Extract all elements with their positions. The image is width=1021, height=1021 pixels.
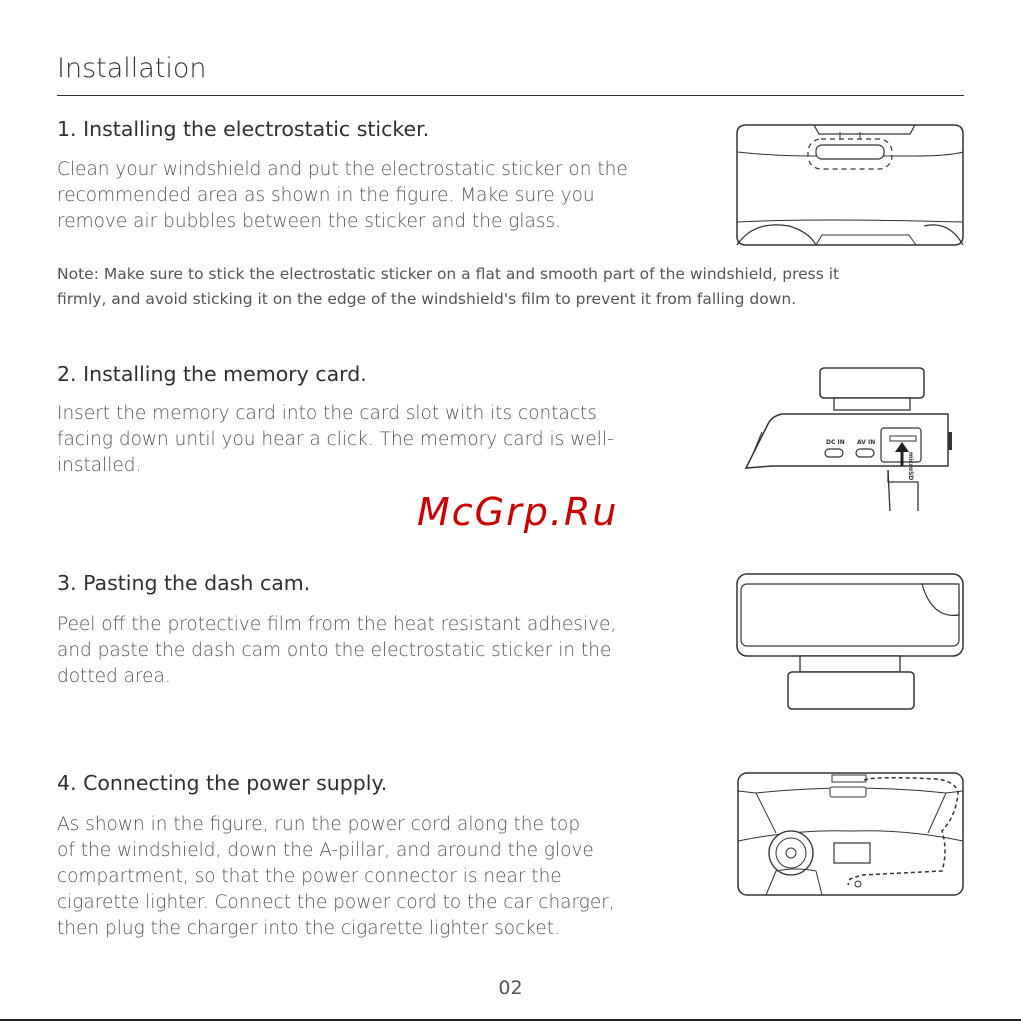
note bbox=[57, 262, 972, 312]
text-line: Insert the memory card into the card slot with its contacts bbox=[57, 403, 597, 424]
page-number: 02 bbox=[498, 977, 523, 999]
dc-in-port-label: DC IN bbox=[826, 439, 845, 446]
text-line: installed. bbox=[57, 455, 142, 476]
section-3-body bbox=[57, 612, 697, 690]
text-line: Clean your windshield and put the electrostatic sticker on the bbox=[57, 159, 628, 180]
text-line: dotted area. bbox=[57, 666, 171, 687]
power-routing-figure bbox=[736, 771, 966, 899]
text-line: As shown in the figure, run the power cord along the top bbox=[57, 814, 581, 835]
section-4-heading: 4. Connecting the power supply. bbox=[57, 771, 388, 795]
text-line: then plug the charger into the cigarette lighter socket. bbox=[57, 918, 560, 939]
memory-card-figure bbox=[740, 366, 960, 511]
text-line: facing down until you hear a click. The memory card is well- bbox=[57, 429, 614, 450]
page-title: Installation bbox=[57, 53, 207, 84]
section-2-body bbox=[57, 401, 697, 479]
av-in-port-label: AV IN bbox=[857, 439, 876, 446]
text-line: and paste the dash cam onto the electrostatic sticker in the bbox=[57, 640, 612, 661]
section-4-body bbox=[57, 812, 697, 942]
text-line: cigarette lighter. Connect the power cord to the car charger, bbox=[57, 892, 615, 913]
note-line: Note: Make sure to stick the electrostatic sticker on a flat and smooth part of the windshield, press it bbox=[57, 265, 840, 283]
text-line: of the windshield, down the A-pillar, and around the glove bbox=[57, 840, 594, 861]
section-1-body bbox=[57, 157, 697, 235]
microsd-slot-label: microSD bbox=[907, 452, 914, 481]
sticker-figure bbox=[734, 122, 966, 248]
title-rule bbox=[57, 95, 964, 96]
text-line: Peel off the protective film from the heat resistant adhesive, bbox=[57, 614, 617, 635]
section-1-heading: 1. Installing the electrostatic sticker. bbox=[57, 117, 430, 141]
dash-cam-figure bbox=[734, 571, 968, 713]
section-2-heading: 2. Installing the memory card. bbox=[57, 362, 367, 386]
text-line: compartment, so that the power connector is near the bbox=[57, 866, 562, 887]
note-line: firmly, and avoid sticking it on the edge of the windshield's film to prevent it from falling down. bbox=[57, 290, 797, 308]
watermark: McGrp.Ru bbox=[417, 490, 619, 534]
section-3-heading: 3. Pasting the dash cam. bbox=[57, 571, 311, 595]
text-line: remove air bubbles between the sticker and the glass. bbox=[57, 211, 561, 232]
text-line: recommended area as shown in the figure. Make sure you bbox=[57, 185, 595, 206]
